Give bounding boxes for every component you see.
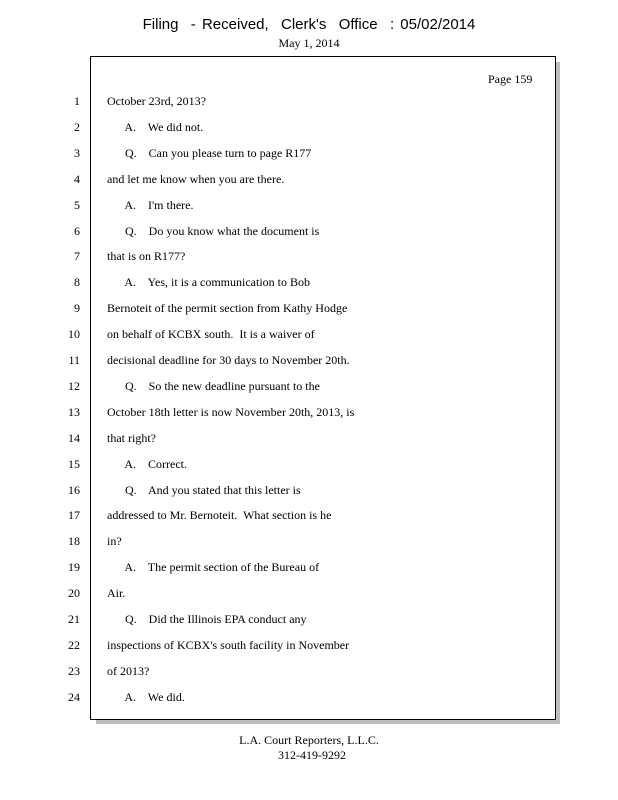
line-number: 4 bbox=[74, 172, 80, 186]
line-number: 6 bbox=[74, 224, 80, 238]
transcript-line: A. The permit section of the Bureau of bbox=[107, 560, 320, 574]
page-number: Page 159 bbox=[488, 72, 533, 86]
transcript-line: Air. bbox=[107, 586, 126, 600]
line-number: 22 bbox=[68, 638, 80, 652]
line-number: 2 bbox=[74, 120, 80, 134]
line-number: 19 bbox=[68, 560, 80, 574]
transcript-line: decisional deadline for 30 days to November 20th. bbox=[107, 353, 350, 367]
transcript-line: of 2013? bbox=[107, 664, 150, 678]
transcript-line: Q. So the new deadline pursuant to the bbox=[107, 379, 320, 393]
transcript-line: in? bbox=[107, 534, 122, 548]
transcript-line: A. We did. bbox=[107, 690, 185, 704]
transcript-line: on behalf of KCBX south. It is a waiver of bbox=[107, 327, 315, 341]
transcript-line: A. I'm there. bbox=[107, 198, 194, 212]
line-number: 21 bbox=[68, 612, 80, 626]
line-number: 9 bbox=[74, 301, 80, 315]
line-number: 15 bbox=[68, 457, 80, 471]
line-number: 1 bbox=[74, 94, 80, 108]
line-number: 14 bbox=[68, 431, 80, 445]
transcript-line: Q. Can you please turn to page R177 bbox=[107, 146, 312, 160]
transcript-line: October 23rd, 2013? bbox=[107, 94, 206, 108]
transcript-line: that right? bbox=[107, 431, 156, 445]
line-number: 5 bbox=[74, 198, 80, 212]
transcript-line: and let me know when you are there. bbox=[107, 172, 285, 186]
reporter-company: L.A. Court Reporters, L.L.C. bbox=[239, 733, 379, 747]
transcript-line: October 18th letter is now November 20th, 2013, is bbox=[107, 405, 355, 419]
line-number: 16 bbox=[68, 483, 80, 497]
transcript-line: inspections of KCBX's south facility in November bbox=[107, 638, 350, 652]
line-number: 24 bbox=[68, 690, 80, 704]
transcript-line: Q. Do you know what the document is bbox=[107, 224, 320, 238]
line-number: 17 bbox=[68, 508, 80, 522]
transcript-line: A. Yes, it is a communication to Bob bbox=[107, 275, 311, 289]
line-number: 12 bbox=[68, 379, 80, 393]
line-number: 13 bbox=[68, 405, 80, 419]
line-number: 3 bbox=[74, 146, 80, 160]
transcript-line: addressed to Mr. Bernoteit. What section is he bbox=[107, 508, 332, 522]
line-number: 10 bbox=[68, 327, 80, 341]
hearing-date: May 1, 2014 bbox=[278, 36, 340, 50]
transcript-line: A. We did not. bbox=[107, 120, 204, 134]
line-number: 20 bbox=[68, 586, 80, 600]
transcript-line: Q. And you stated that this letter is bbox=[107, 483, 301, 497]
line-number: 8 bbox=[74, 275, 80, 289]
line-number: 11 bbox=[68, 353, 80, 367]
reporter-phone: 312-419-9292 bbox=[278, 748, 346, 762]
transcript-line: Bernoteit of the permit section from Kathy Hodge bbox=[107, 301, 348, 315]
transcript-line: Q. Did the Illinois EPA conduct any bbox=[107, 612, 307, 626]
line-number: 18 bbox=[68, 534, 80, 548]
filing-stamp: Filing - Received, Clerk's Office : 05/02/2014 bbox=[142, 16, 476, 33]
line-number: 7 bbox=[74, 249, 80, 263]
transcript-line: that is on R177? bbox=[107, 249, 186, 263]
transcript-line: A. Correct. bbox=[107, 457, 187, 471]
line-number: 23 bbox=[68, 664, 80, 678]
